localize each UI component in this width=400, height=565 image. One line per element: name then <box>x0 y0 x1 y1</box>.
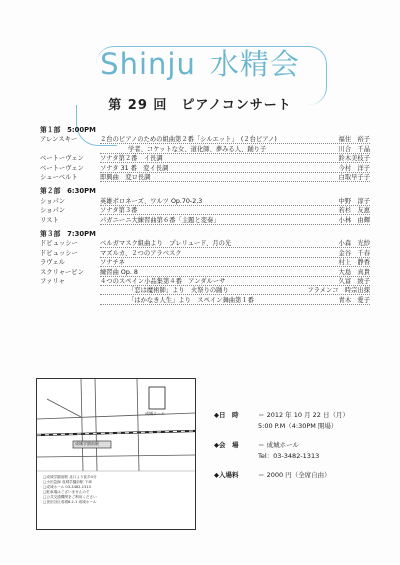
piece-title: ベルガマスク組曲より プレリュード、月の光 <box>100 240 232 248</box>
fee-value: ＝ 2000 円（全席自由） <box>258 471 331 479</box>
performer-name: 白取早子子 <box>338 173 370 181</box>
part1-rows <box>40 135 370 182</box>
program-row <box>40 154 370 163</box>
map-note: □世田谷区成城6-2-1 成城ホール <box>43 500 97 504</box>
program-list <box>40 126 370 305</box>
performer-name: 若杉 友恵 <box>338 207 370 215</box>
composer-name: スクリャービン <box>40 268 84 276</box>
program-row <box>40 268 370 277</box>
piece-title: 「恋は魔術師」より 火祭りの踊り <box>128 287 229 295</box>
venue-map <box>36 378 196 530</box>
piece-title: ソナタ第２番 イ長調 <box>100 155 163 163</box>
title-japanese: 水精会 <box>209 47 300 81</box>
map-note: □公共交通機関をご利用ください <box>43 495 97 499</box>
performer-name: 今村 洋子 <box>338 164 370 172</box>
program-row <box>40 145 370 154</box>
subtitle-text: ピアノコンサート <box>181 98 292 113</box>
venue-row <box>214 440 384 451</box>
part2-heading: 第２部 6:30PM <box>40 187 96 196</box>
tel-value: Tel：03-3482-1313 <box>258 452 320 460</box>
piece-title: 即興曲 変ロ長調 <box>100 173 151 181</box>
piece-title: マズルカ、２つのアラベスク <box>100 249 182 257</box>
composer-name: ドビュッシー <box>40 249 78 257</box>
program-row <box>40 258 370 267</box>
program-row <box>40 216 370 225</box>
performer-name: 川合 千晶 <box>338 145 370 153</box>
piece-title: 学者、コケットな女、道化師、夢みる人、踊り子 <box>128 145 267 153</box>
performer-name: 大島 真貴 <box>338 268 370 276</box>
performer-name: 久富 綾子 <box>338 277 370 285</box>
map-note: □成城学園前駅 北口より徒歩4分 <box>43 475 97 479</box>
program-row <box>40 197 370 206</box>
performer-name: フラメンコ 時宗出探 <box>307 287 370 295</box>
part3-heading: 第３部 7:30PM <box>40 229 96 238</box>
part3-rows <box>40 239 370 305</box>
map-note: □駐車場はございませんので <box>43 490 90 494</box>
piece-title: ソナタ 31 番 変イ長調 <box>100 164 169 172</box>
program-row <box>40 173 370 182</box>
fee-row <box>214 470 384 481</box>
program-row <box>40 286 370 295</box>
performer-name: 青木 愛子 <box>338 296 370 304</box>
composer-name: ラヴェル <box>40 259 65 267</box>
performer-name: 福住 裕子 <box>338 136 370 144</box>
composer-name: ベートーヴェン <box>40 155 84 163</box>
date-value: ＝ 2012 年 10 月 22 日（月） <box>258 411 349 419</box>
performer-name: 村上 静香 <box>338 259 370 267</box>
tel-row <box>214 451 384 462</box>
performer-name: 金谷 千春 <box>338 249 370 257</box>
program-row <box>40 249 370 258</box>
part2-rows <box>40 197 370 225</box>
piece-title: ４つのスペイン小品集第４番 アンダルーサ <box>100 277 226 285</box>
time-value: 5:00 P.M（4:30PM 開場） <box>258 422 338 430</box>
map-station-label: 成城学園前駅 <box>75 441 99 446</box>
composer-name: アレンスキー <box>40 136 78 144</box>
piece-title: 練習曲 Op. 8 <box>100 268 138 276</box>
composer-name: シューベルト <box>40 173 78 181</box>
performer-name: 中野 淳子 <box>338 197 370 205</box>
piece-title: ソナチネ <box>100 259 125 267</box>
program-row <box>40 296 370 305</box>
map-drawing <box>37 379 195 529</box>
piece-title: 英雄ポロネーズ、ワルツ Op.70-2,3 <box>100 197 203 205</box>
venue-label: ◆会 場 <box>214 441 239 449</box>
map-note: □成城ホール 03-3482-1313 <box>43 485 91 489</box>
piece-title: ソナタ第３番 <box>100 207 138 215</box>
program-row <box>40 206 370 215</box>
composer-name: ドビュッシー <box>40 240 78 248</box>
venue-value: ＝ 成城ホール <box>258 441 299 449</box>
part1-heading: 第１部 5:00PM <box>40 126 96 134</box>
performer-name: 小森 光紗 <box>338 240 370 248</box>
piece-title: パガニーニ大練習曲第６番「主題と変奏」 <box>100 216 220 224</box>
concert-subtitle <box>0 94 400 113</box>
concert-title <box>0 42 400 83</box>
composer-name: ショパン <box>40 197 66 205</box>
event-details <box>214 410 384 481</box>
map-notes <box>43 475 191 505</box>
piece-title: ２台のピアノのための組曲第２番「シルエット」 (２台ピアノ) <box>100 136 277 144</box>
program-row <box>40 277 370 286</box>
map-venue-label: 成城ホール <box>145 411 165 416</box>
fee-label: ◆入場料 <box>214 471 239 479</box>
composer-name: ショパン <box>40 207 66 215</box>
date-label: ◆日 時 <box>214 411 239 419</box>
composer-name: ベートーヴェン <box>40 164 84 172</box>
piece-title: 「はかなき人生」より スペイン舞曲第１番 <box>128 296 254 304</box>
map-note: □小田急線 成城学園前駅 下車 <box>43 480 92 484</box>
date-row <box>214 410 384 421</box>
program-row <box>40 239 370 248</box>
performer-name: 鈴木美枝子 <box>338 155 370 163</box>
composer-name: ファリャ <box>40 277 65 285</box>
program-row <box>40 135 370 144</box>
title-latin: Shinju <box>100 47 196 81</box>
composer-name: リスト <box>40 216 59 224</box>
performer-name: 小林 由輝 <box>338 216 370 224</box>
subtitle-number: 第 29 回 <box>108 98 168 113</box>
program-row <box>40 164 370 173</box>
time-row <box>214 421 384 432</box>
